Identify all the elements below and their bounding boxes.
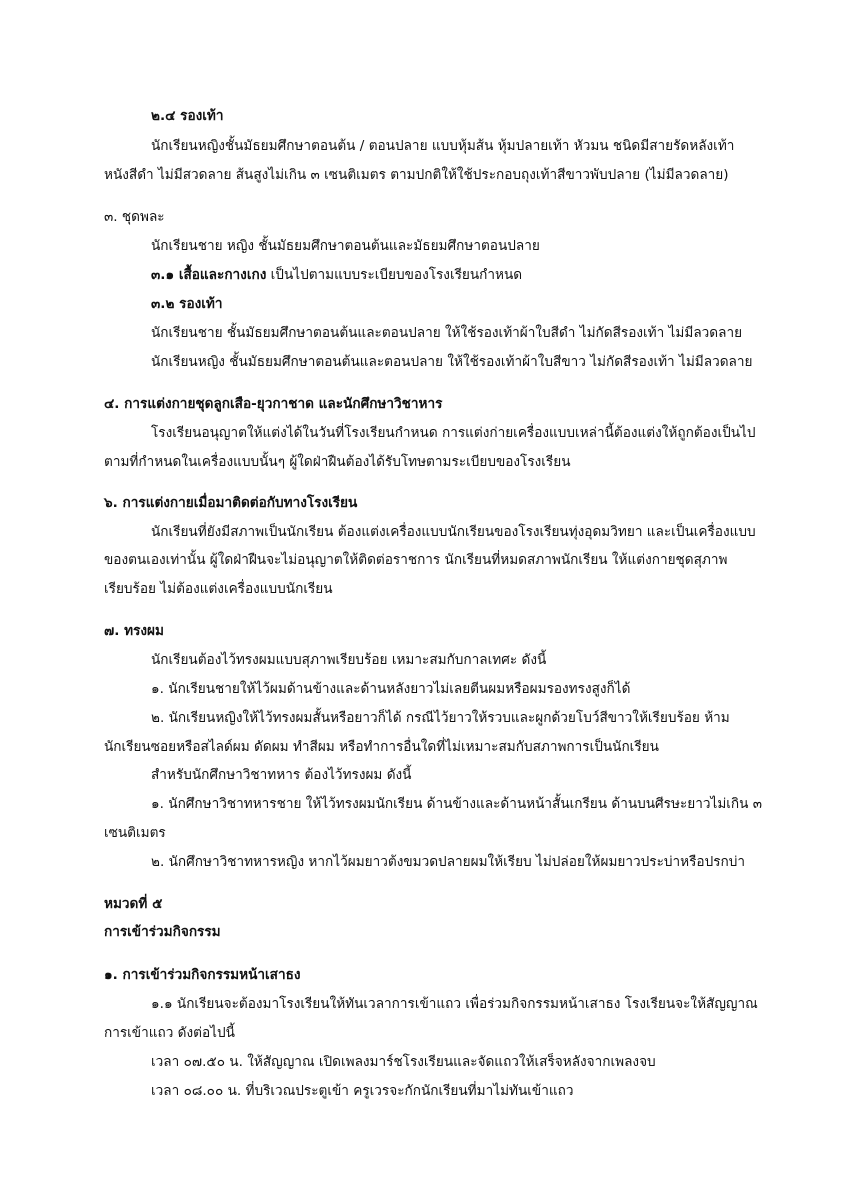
section-7-item-1: ๑. นักเรียนชายให้ไว้ผมด้านข้างและด้านหลังยาวไม่เลยตีนผมหรือผมรองทรงสูงก็ได้ <box>151 681 631 697</box>
section-4-text-line1: โรงเรียนอนุญาตให้แต่งได้ในวันที่โรงเรียนกำหนด การแต่งก่ายเครื่องแบบเหล่านี้ต้องแต่งให้ถูกต้องเป็นไป <box>151 425 756 441</box>
section-3-heading: ๓. ชุดพละ <box>104 209 165 225</box>
section-4-text-line2: ตามที่กำหนดในเครื่องแบบนั้นๆ ผู้ใดฝ่าฝืนต้องได้รับโทษตามระเบียบของโรงเรียน <box>104 454 571 470</box>
section-3-2-girls: นักเรียนหญิง ชั้นมัธยมศึกษาตอนต้นและตอนปลาย ให้ใช้รองเท้าผ้าใบสีขาว ไม่กัดสีรองเท้า ไม่มีลวดลาย <box>151 354 753 370</box>
section-6-text-line3: เรียบร้อย ไม่ต้องแต่งเครื่องแบบนักเรียน <box>104 581 333 597</box>
section-7-cadet-2: ๒. นักศึกษาวิชาทหารหญิง หากไว้ผมยาวต้งขมวดปลายผมให้เรียบ ไม่ปล่อยให้ผมยาวประบ่าหรือปรกบ่า <box>151 854 745 870</box>
section-3-2-boys: นักเรียนชาย ชั้นมัธยมศึกษาตอนต้นและตอนปลาย ให้ใช้รองเท้าผ้าใบสีดำ ไม่กัดสีรองเท้า ไม่มีลวดลาย <box>151 325 743 341</box>
section-2-4-text-line1: นักเรียนหญิงชั้นมัธยมศึกษาตอนต้น / ตอนปลาย แบบหุ้มส้น หุ้มปลายเท้า หัวมน ชนิดมีสายรัดหลังเท้า <box>151 138 735 154</box>
section-7-heading: ๗. ทรงผม <box>104 623 164 639</box>
section-6-heading: ๖. การแต่งกายเมื่อมาติดต่อกับทางโรงเรียน <box>104 495 358 511</box>
activity-1-text-line1: ๑.๑ นักเรียนจะต้องมาโรงเรียนให้ทันเวลาการเข้าแถว เพื่อร่วมกิจกรรมหน้าเสาธง โรงเรียนจะให้สัญญาณ <box>151 996 758 1012</box>
section-6-text-line2: ของตนเองเท่านั้น ผู้ใดฝ่าฝืนจะไม่อนุญาตให้ติดต่อราชการ นักเรียนที่หมดสภาพนักเรียน ให้แต่งกายชุดสุภาพ <box>104 552 728 568</box>
section-3-1-label: ๓.๑ เสื้อและกางเกง <box>151 267 267 283</box>
chapter-5-title: หมวดที่ ๕ <box>104 896 163 912</box>
section-7-intro: นักเรียนต้องไว้ทรงผมแบบสุภาพเรียบร้อย เหมาะสมกับกาลเทศะ ดังนี้ <box>151 652 547 668</box>
section-6-text-line1: นักเรียนที่ยังมีสภาพเป็นนักเรียน ต้องแต่งเครื่องแบบนักเรียนของโรงเรียนทุ่งอุดมวิทยา และเป็นเครื่องแบบ <box>151 524 756 540</box>
section-3-intro: นักเรียนชาย หญิง ชั้นมัธยมศึกษาตอนต้นและมัธยมศึกษาตอนปลาย <box>151 238 540 254</box>
section-3-2-heading: ๓.๒ รองเท้า <box>151 296 223 312</box>
section-7-cadet-1-line1: ๑. นักศึกษาวิชาทหารชาย ให้ไว้ทรงผมนักเรียน ด้านข้างและด้านหน้าสั้นเกรียน ด้านบนศีรษะยาวไม่เกิน ๓ <box>151 796 763 812</box>
section-3-1-line <box>151 265 522 285</box>
section-3-1-text: เป็นไปตามแบบระเบียบของโรงเรียนกำหนด <box>266 267 523 283</box>
section-2-4-heading: ๒.๔ รองเท้า <box>151 108 224 124</box>
section-7-cadet-1-line2: เซนติเมตร <box>104 825 166 841</box>
activity-1-time-0800: เวลา ๐๘.๐๐ น. ที่บริเวณประตูเข้า ครูเวรจะกักนักเรียนที่มาไม่ทันเข้าแถว <box>151 1083 574 1099</box>
chapter-5-subtitle: การเข้าร่วมกิจกรรม <box>104 924 221 940</box>
activity-1-heading: ๑. การเข้าร่วมกิจกรรมหน้าเสาธง <box>104 967 301 983</box>
section-7-item-2-line1: ๒. นักเรียนหญิงให้ไว้ทรงผมสั้นหรือยาวก็ได้ กรณีไว้ยาวให้รวบและผูกด้วยโบว์สีขาวให้เรียบร้อย ห้าม <box>151 710 730 726</box>
section-2-4-text-line2: หนังสีดำ ไม่มีสวดลาย ส้นสูงไม่เกิน ๓ เซนติเมตร ตามปกติให้ใช้ประกอบถุงเท้าสีขาวพับปลาย (ไม่มีลวดลาย) <box>104 167 729 183</box>
section-4-heading: ๔. การแต่งกายชุดลูกเสือ-ยุวกาชาด และนักศึกษาวิชาหาร <box>104 396 443 412</box>
section-7-item-2-line2: นักเรียนซอยหรือสไลด์ผม ดัดผม ทำสีผม หรือทำการอื่นใดที่ไม่เหมาะสมกับสภาพการเป็นนักเรียน <box>104 739 659 755</box>
section-7-cadet-intro: สำหรับนักศึกษาวิชาทหาร ต้องไว้ทรงผม ดังนี้ <box>151 767 412 783</box>
activity-1-text-line2: การเข้าแถว ดังต่อไปนี้ <box>104 1025 235 1041</box>
activity-1-time-0750: เวลา ๐๗.๕๐ น. ให้สัญญาณ เปิดเพลงมาร์ชโรงเรียนและจัดแถวให้เสร็จหลังจากเพลงจบ <box>151 1054 656 1070</box>
